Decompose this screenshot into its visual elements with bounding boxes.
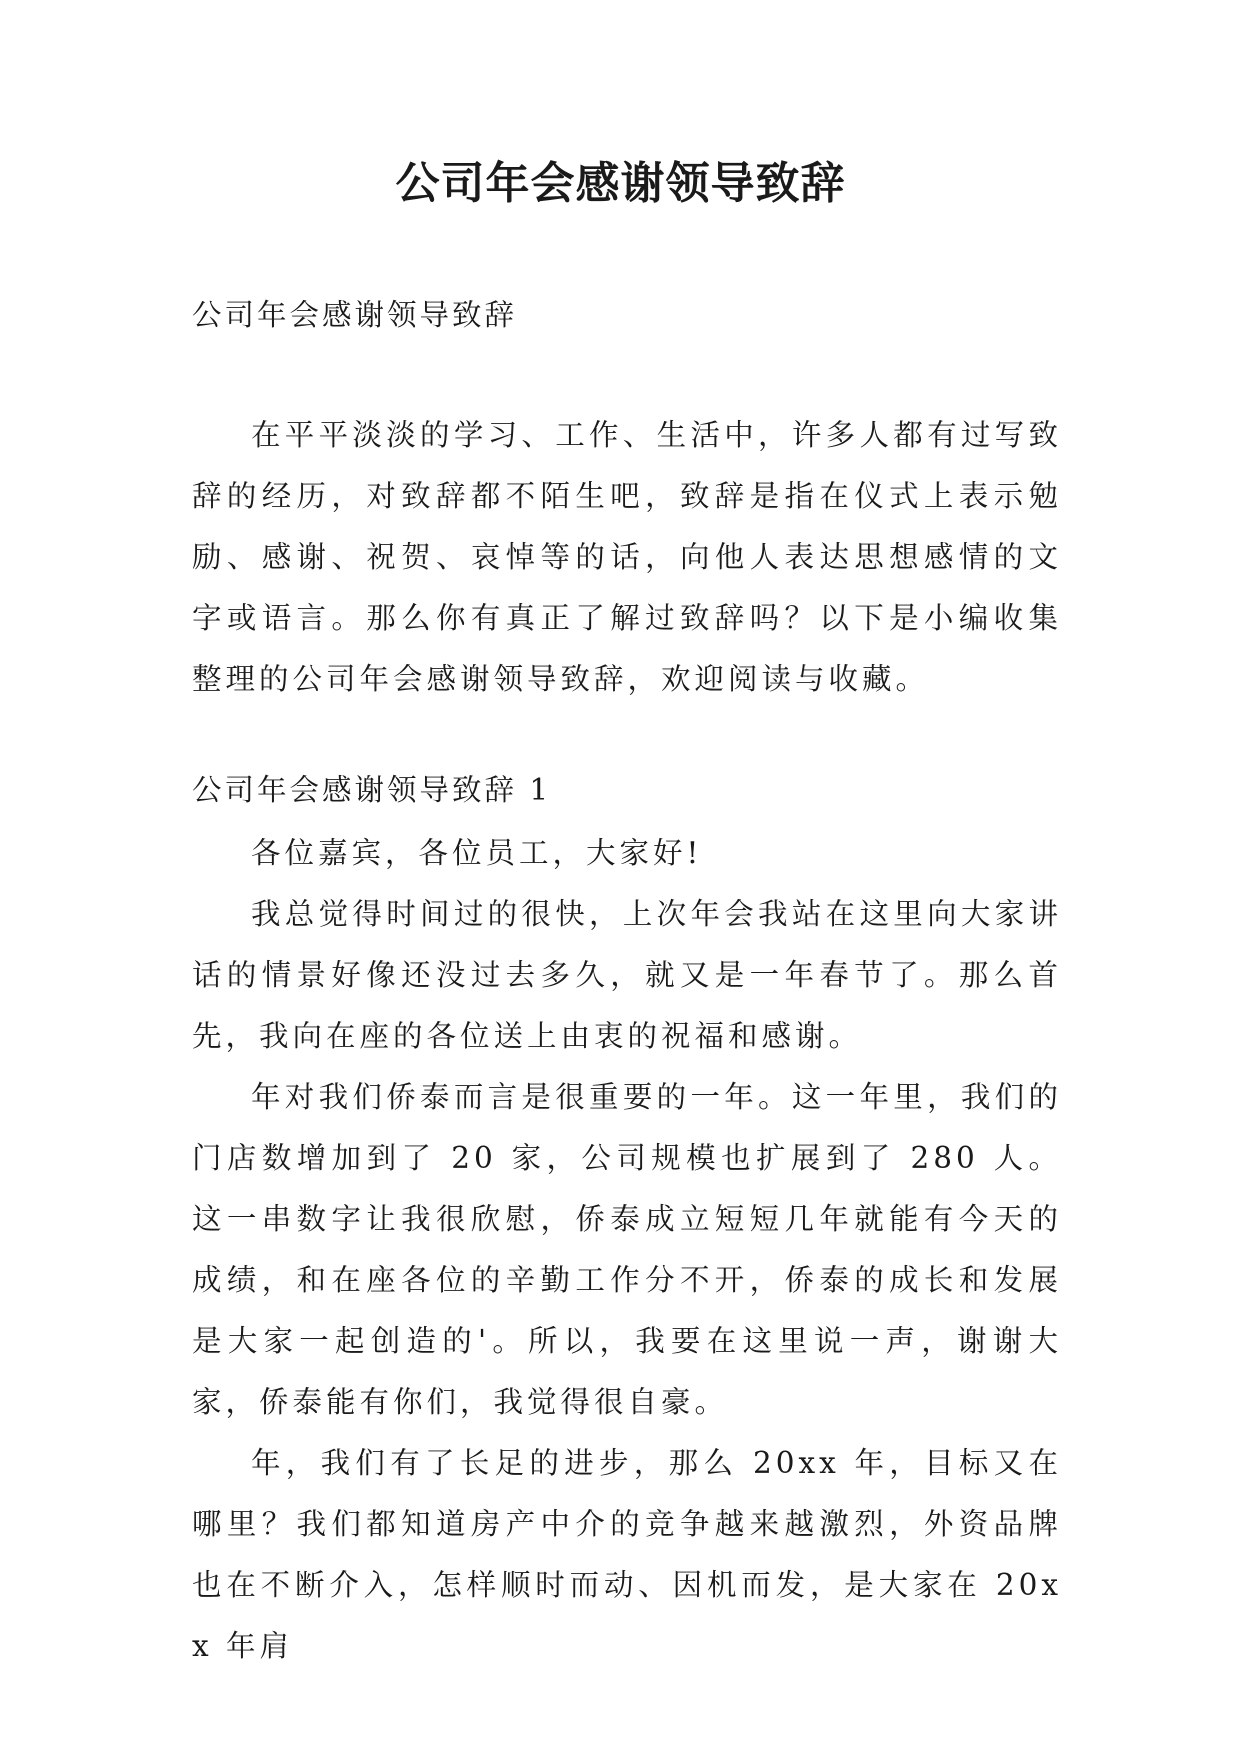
section-paragraph-greeting: 各位嘉宾，各位员工，大家好! — [251, 836, 703, 870]
document-subtitle: 公司年会感谢领导致辞 — [192, 298, 518, 332]
document-title: 公司年会感谢领导致辞 — [395, 158, 846, 209]
section-paragraph-goals: 年，我们有了长足的进步，那么 20xx 年，目标又在哪里？我们都知道房产中介的竞争越来越激烈，外资品牌也在不断介入，怎样顺时而动、因机而发，是大家在 20xx 年肩 — [192, 1446, 1062, 1663]
section-paragraph-achievements: 年对我们侨泰而言是很重要的一年。这一年里，我们的门店数增加到了 20 家，公司规模也扩展到了 280 人。这一串数字让我很欣慰，侨泰成立短短几年就能有今天的成绩，和在座各位的辛勤工作分不开，侨泰的成长和发展是大家一起创造的'。所以，我要在这里说一声，谢谢大家，侨泰能有你们，我觉得很自豪。 — [192, 1080, 1062, 1419]
intro-paragraph: 在平平淡淡的学习、工作、生活中，许多人都有过写致辞的经历，对致辞都不陌生吧，致辞是指在仪式上表示勉励、感谢、祝贺、哀悼等的话，向他人表达思想感情的文字或语言。那么你有真正了解过致辞吗？以下是小编收集整理的公司年会感谢领导致辞，欢迎阅读与收藏。 — [192, 418, 1062, 696]
section-body — [192, 823, 1062, 1677]
section-heading: 公司年会感谢领导致辞 1 — [192, 773, 552, 807]
section-paragraph-thanks: 我总觉得时间过的很快，上次年会我站在这里向大家讲话的情景好像还没过去多久，就又是一年春节了。那么首先，我向在座的各位送上由衷的祝福和感谢。 — [192, 897, 1062, 1053]
